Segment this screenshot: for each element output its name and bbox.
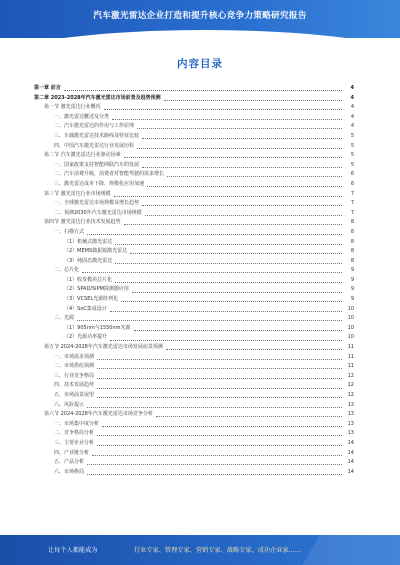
toc-leader-dots [145, 215, 342, 216]
toc-entry-text: 二、预测2030年汽车激光雷达市场规模 [54, 209, 142, 216]
toc-entry-text: 五、产品分析 [54, 459, 85, 466]
toc-entry[interactable] [34, 333, 354, 343]
toc-entry[interactable] [34, 161, 354, 171]
toc-entry[interactable] [34, 180, 354, 190]
toc-entry-text: 第二章 2023-2028年汽车激光雷达市场前景及趋势预测 [34, 94, 161, 101]
toc-entry[interactable] [34, 410, 354, 420]
toc-leader-dots [87, 234, 342, 235]
toc-page-number: 7 [350, 209, 354, 216]
toc-page-number: 12 [347, 372, 354, 379]
toc-entry[interactable] [34, 381, 354, 391]
toc-entry[interactable] [34, 458, 354, 468]
toc-page-number: 6 [350, 171, 354, 178]
toc-page-number: 10 [347, 334, 354, 341]
toc-entry-text: 第四节 激光雷达行业技术发展趋势 [44, 219, 121, 226]
toc-entry-text: （2）SPAD/SiPM探测器应用 [64, 286, 129, 293]
toc-page-number: 6 [350, 180, 354, 187]
toc-page-number: 13 [347, 411, 354, 418]
toc-leader-dots [112, 119, 342, 120]
toc-page-number: 5 [350, 132, 354, 139]
toc-entry-text: 二、市场供给预测 [54, 363, 95, 370]
toc-leader-dots [87, 474, 342, 475]
toc-entry[interactable] [34, 468, 354, 478]
footer-slogan-left: 让每个人都能成为 [48, 547, 98, 554]
toc-page-number: 12 [347, 392, 354, 398]
toc-leader-dots [97, 388, 342, 389]
toc-page-number: 8 [350, 248, 354, 255]
toc-entry-text: 第二节 汽车激光雷达行业驱动因素 [44, 152, 121, 159]
toc-entry-text: 三、车载激光雷达技术路线及特征比较 [54, 132, 140, 139]
toc-entry[interactable] [34, 122, 354, 132]
toc-entry-text: 四、技术发展趋势 [54, 382, 95, 389]
toc-page-number: 4 [350, 94, 354, 101]
toc-page-number: 5 [350, 142, 354, 149]
toc-entry[interactable] [34, 199, 354, 209]
toc-entry[interactable] [34, 372, 354, 382]
toc-entry-text: 一、市场集中度分析 [54, 420, 100, 427]
toc-entry-text: 二、汽车激光雷达的作用与工作原理 [54, 123, 135, 130]
toc-leader-dots [77, 320, 342, 321]
toc-leader-dots [114, 196, 342, 197]
toc-page-number: 14 [347, 459, 354, 466]
toc-entry[interactable] [34, 142, 354, 152]
toc-entry[interactable] [34, 285, 354, 295]
toc-entry[interactable] [34, 439, 354, 449]
toc-leader-dots [166, 349, 342, 350]
toc-entry[interactable] [34, 266, 354, 276]
toc-entry-text: 第一章 前言 [34, 85, 61, 91]
toc-entry-text: 二、汽车消费升级，消费者对智能驾驶的需求增长 [54, 171, 165, 178]
toc-leader-dots [142, 167, 342, 168]
toc-entry[interactable] [34, 218, 354, 228]
toc-entry-text: （1）收发模块芯片化 [64, 276, 113, 283]
toc-heading: 内容目录 [177, 58, 223, 70]
toc-entry-text: 四、中国汽车激光雷达行业发展历程 [54, 142, 135, 149]
toc-leader-dots [167, 176, 342, 177]
toc-leader-dots [121, 301, 342, 302]
toc-entry[interactable] [34, 305, 354, 315]
toc-leader-dots [142, 138, 342, 139]
toc-leader-dots [147, 186, 342, 187]
toc-entry-text: （1）机械式激光雷达 [64, 238, 113, 245]
toc-entry-text: 一、扫描方式 [54, 228, 85, 235]
toc-entry[interactable] [34, 209, 354, 219]
toc-entry[interactable] [34, 84, 354, 94]
toc-page-number: 7 [350, 200, 354, 207]
toc-page-number: 4 [350, 104, 354, 111]
toc-entry[interactable] [34, 401, 354, 411]
toc-entry[interactable] [34, 151, 354, 161]
toc-entry-text: 第六节 2024-2028年汽车激光雷达市场竞争分析 [44, 411, 153, 418]
toc-leader-dots [104, 109, 342, 110]
toc-entry[interactable] [34, 353, 354, 363]
report-title: 汽车激光雷达企业打造和提升核心竞争力策略研究报告 [93, 11, 307, 21]
toc-leader-dots [97, 435, 342, 436]
table-of-contents [34, 84, 354, 477]
toc-page-number: 11 [347, 353, 354, 360]
toc-leader-dots [156, 416, 342, 417]
toc-entry[interactable] [34, 113, 354, 123]
toc-page-number: 4 [350, 85, 354, 91]
toc-entry[interactable] [34, 362, 354, 372]
toc-entry-text: 三、激光雷达成本下降，规模化应用加速 [54, 180, 145, 187]
header-banner [0, 0, 400, 38]
toc-entry-text: （2）MEMS微振镜激光雷达 [64, 248, 128, 255]
toc-entry-text: 四、产业链分析 [54, 449, 90, 456]
toc-leader-dots [87, 464, 342, 465]
toc-page-number: 4 [350, 123, 354, 130]
toc-entry[interactable] [34, 391, 354, 401]
toc-entry[interactable] [34, 257, 354, 267]
toc-leader-dots [130, 253, 342, 254]
toc-entry-text: 三、光源 [54, 315, 75, 322]
toc-entry-text: 六、风险提示 [54, 401, 85, 408]
toc-page-number: 9 [350, 286, 354, 293]
toc-entry[interactable] [34, 449, 354, 459]
toc-page-number: 8 [350, 219, 354, 226]
toc-page-number: 5 [350, 152, 354, 159]
toc-entry[interactable] [34, 343, 354, 353]
toc-entry-text: （1）905nm与1550nm光源 [64, 324, 131, 331]
toc-entry-text: （3）VCSEL光源阵列化 [64, 296, 119, 303]
toc-leader-dots [110, 311, 342, 312]
toc-page-number: 11 [347, 363, 354, 370]
toc-entry-text: 二、芯片化 [54, 267, 80, 274]
toc-leader-dots [132, 292, 342, 293]
toc-leader-dots [134, 330, 342, 331]
toc-entry-text: 一、全球激光雷达市场规模及增长趋势 [54, 200, 140, 207]
toc-entry-text: （3）纯固态激光雷达 [64, 257, 113, 264]
toc-entry[interactable] [34, 324, 354, 334]
toc-page-number: 8 [350, 238, 354, 245]
toc-leader-dots [110, 340, 342, 341]
toc-page-number: 11 [347, 344, 354, 351]
toc-leader-dots [97, 368, 342, 369]
toc-entry-text: 二、竞争格局分析 [54, 430, 95, 437]
toc-entry-text: 第五节 2024-2028年汽车激光雷达市场发展前景预测 [44, 344, 163, 351]
toc-entry[interactable] [34, 420, 354, 430]
toc-page-number: 10 [347, 315, 354, 322]
toc-page-number: 13 [347, 401, 354, 408]
toc-entry[interactable] [34, 190, 354, 200]
toc-entry[interactable] [34, 228, 354, 238]
toc-entry[interactable] [34, 103, 354, 113]
toc-page-number: 9 [350, 276, 354, 283]
toc-entry-text: 一、激光雷达概述及分类 [54, 113, 110, 120]
toc-leader-dots [97, 378, 342, 379]
toc-entry[interactable] [34, 132, 354, 142]
footer-stripe [296, 535, 400, 565]
toc-leader-dots [137, 148, 342, 149]
toc-leader-dots [97, 445, 342, 446]
toc-leader-dots [142, 205, 342, 206]
toc-leader-dots [115, 282, 342, 283]
footer-slogan-right: 行业专家、管理专家、营销专家、战略专家、成功企业家…… [134, 547, 302, 554]
toc-entry-text: 第一节 激光雷达行业概况 [44, 104, 101, 111]
toc-entry[interactable] [34, 247, 354, 257]
toc-leader-dots [97, 359, 342, 360]
toc-leader-dots [82, 272, 342, 273]
footer-banner [0, 535, 400, 565]
toc-leader-dots [92, 455, 342, 456]
toc-page-number: 5 [350, 161, 354, 168]
toc-page-number: 14 [347, 439, 354, 446]
toc-entry[interactable] [34, 295, 354, 305]
toc-page-number: 8 [350, 257, 354, 264]
toc-page-number: 12 [347, 382, 354, 389]
toc-entry[interactable] [34, 94, 354, 104]
toc-leader-dots [102, 426, 342, 427]
toc-entry-text: 六、市场格局 [54, 468, 85, 475]
header-swoosh [0, 30, 400, 38]
toc-page-number: 9 [350, 267, 354, 274]
toc-entry-text: 第三节 激光雷达行业市场规模 [44, 190, 111, 197]
toc-entry[interactable] [34, 314, 354, 324]
toc-leader-dots [137, 128, 342, 129]
toc-page-number: 9 [350, 296, 354, 303]
toc-leader-dots [87, 407, 342, 408]
toc-page-number: 10 [347, 305, 354, 312]
toc-leader-dots [164, 100, 342, 101]
toc-page-number: 14 [347, 449, 354, 456]
toc-page-number: 4 [350, 113, 354, 120]
toc-leader-dots [124, 224, 342, 225]
toc-entry-text: 一、市场需求预测 [54, 353, 95, 360]
toc-leader-dots [97, 397, 342, 398]
toc-entry-text: （4）SoC集成设计 [64, 305, 107, 312]
toc-entry-text: 三、行业竞争格局 [54, 372, 95, 379]
toc-entry-text: （2）光源功率提升 [64, 334, 108, 341]
toc-page-number: 13 [347, 430, 354, 437]
toc-page-number: 13 [347, 420, 354, 427]
toc-entry-text: 三、主要企业分析 [54, 439, 95, 446]
toc-leader-dots [115, 244, 342, 245]
toc-leader-dots [115, 263, 342, 264]
toc-entry-text: 五、市场前景展望 [54, 392, 95, 398]
toc-entry[interactable] [34, 276, 354, 286]
toc-entry[interactable] [34, 170, 354, 180]
toc-entry[interactable] [34, 238, 354, 248]
toc-leader-dots [124, 157, 342, 158]
toc-page-number: 14 [347, 468, 354, 475]
toc-entry-text: 一、国家政策支持智能网联汽车的发展 [54, 161, 140, 168]
toc-page-number: 7 [350, 190, 354, 197]
toc-entry[interactable] [34, 429, 354, 439]
toc-page-number: 10 [347, 324, 354, 331]
toc-page-number: 8 [350, 228, 354, 235]
toc-leader-dots [64, 90, 342, 91]
